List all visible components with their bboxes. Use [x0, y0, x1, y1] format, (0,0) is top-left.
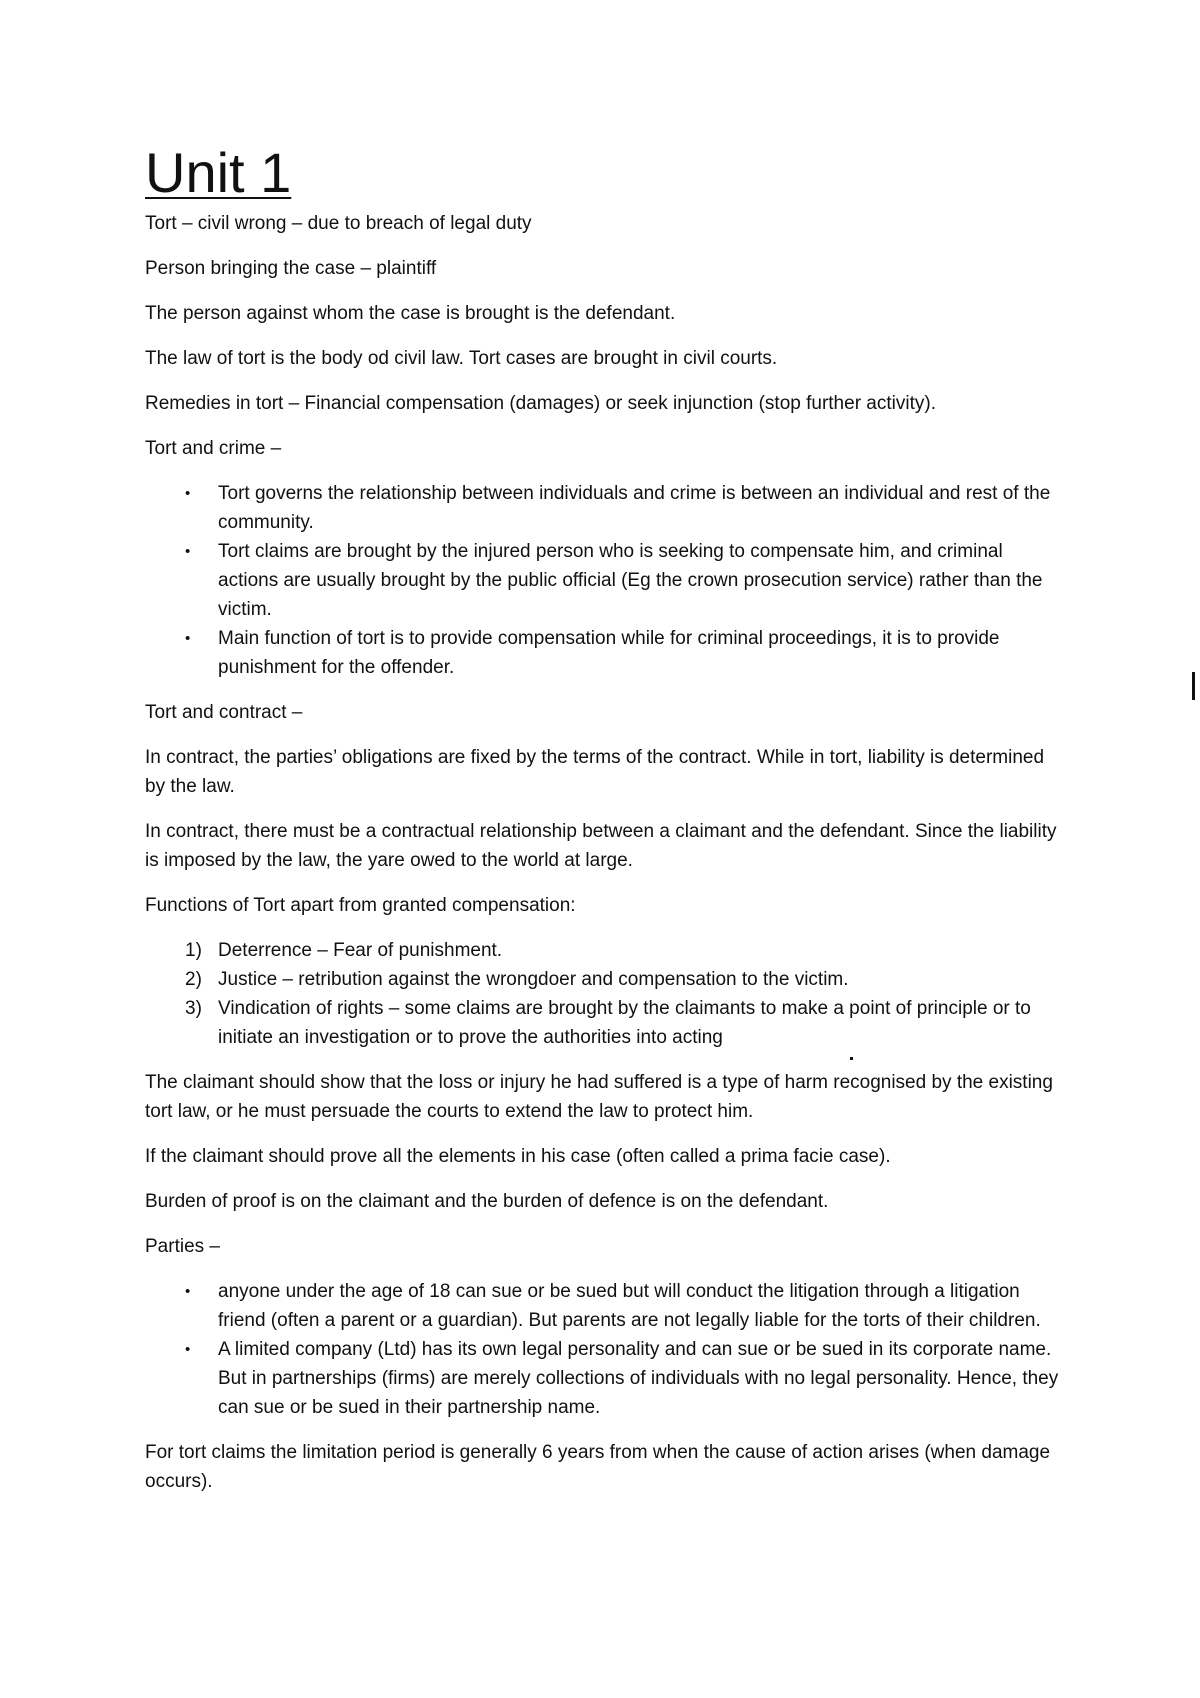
section-heading-functions: Functions of Tort apart from granted compensation: [145, 895, 576, 916]
list-item [145, 1277, 1065, 1335]
functions-list [145, 936, 1065, 1052]
page-title: Unit 1 [145, 141, 292, 204]
list-item [145, 936, 1065, 965]
list-item-text: Justice – retribution against the wrongdoer and compensation to the victim. [218, 969, 849, 990]
definition-plaintiff: Person bringing the case – plaintiff [145, 258, 437, 279]
limitation-period-paragraph: For tort claims the limitation period is generally 6 years from when the cause of action arises (when damage occurs). [145, 1442, 1051, 1492]
list-item-text: Tort governs the relationship between individuals and crime is between an individual and rest of the community. [218, 483, 1051, 533]
list-item [145, 965, 1065, 994]
section-heading-tort-and-contract: Tort and contract – [145, 702, 303, 723]
bullet-icon: • [185, 1341, 191, 1358]
tort-crime-list [145, 479, 1065, 682]
list-item-text: Tort claims are brought by the injured person who is seeking to compensate him, and criminal actions are usually brought by the public official (Eg the crown prosecution service) rather than the victim. [218, 541, 1043, 620]
list-number: 1) [185, 940, 202, 961]
stray-dot-mark [850, 1057, 853, 1060]
burden-of-proof-paragraph: Burden of proof is on the claimant and the burden of defence is on the defendant. [145, 1191, 829, 1212]
list-item [145, 1335, 1065, 1422]
bullet-icon: • [185, 543, 191, 560]
list-item [145, 994, 1065, 1052]
text-cursor-mark [1192, 672, 1195, 700]
definition-defendant: The person against whom the case is brought is the defendant. [145, 303, 676, 324]
list-item [145, 537, 1065, 624]
prima-facie-paragraph: If the claimant should prove all the elements in his case (often called a prima facie case). [145, 1146, 891, 1167]
remedies-paragraph: Remedies in tort – Financial compensation (damages) or seek injunction (stop further activity). [145, 393, 936, 414]
list-item-text: A limited company (Ltd) has its own legal personality and can sue or be sued in its corporate name. But in partnerships (firms) are merely collections of individuals with no legal personality. Hence, they can sue or be sued in their partnership name. [218, 1339, 1059, 1418]
bullet-icon: • [185, 630, 191, 647]
list-item [145, 624, 1065, 682]
parties-list [145, 1277, 1065, 1422]
section-heading-tort-and-crime: Tort and crime – [145, 438, 282, 459]
bullet-icon: • [185, 485, 191, 502]
contract-obligations-paragraph: In contract, the parties’ obligations are fixed by the terms of the contract. While in tort, liability is determined by the law. [145, 747, 1045, 797]
contract-relationship-paragraph: In contract, there must be a contractual relationship between a claimant and the defendant. Since the liability is imposed by the law, the yare owed to the world at large. [145, 821, 1057, 871]
definition-tort: Tort – civil wrong – due to breach of legal duty [145, 213, 532, 234]
section-heading-parties: Parties – [145, 1236, 220, 1257]
list-item-text: Deterrence – Fear of punishment. [218, 940, 503, 961]
claimant-harm-paragraph: The claimant should show that the loss or injury he had suffered is a type of harm recognised by the existing tort law, or he must persuade the courts to extend the law to protect him. [145, 1072, 1053, 1122]
list-item-text: anyone under the age of 18 can sue or be sued but will conduct the litigation through a litigation friend (often a parent or a guardian). But parents are not legally liable for the torts of their children. [218, 1281, 1041, 1331]
law-of-tort-paragraph: The law of tort is the body od civil law. Tort cases are brought in civil courts. [145, 348, 778, 369]
list-item-text: Main function of tort is to provide compensation while for criminal proceedings, it is to provide punishment for the offender. [218, 628, 1000, 678]
document-page [145, 140, 1065, 1512]
list-number: 3) [185, 998, 202, 1019]
list-item-text: Vindication of rights – some claims are brought by the claimants to make a point of principle or to initiate an investigation or to prove the authorities into acting [218, 998, 1031, 1048]
list-number: 2) [185, 969, 202, 990]
list-item [145, 479, 1065, 537]
bullet-icon: • [185, 1283, 191, 1300]
